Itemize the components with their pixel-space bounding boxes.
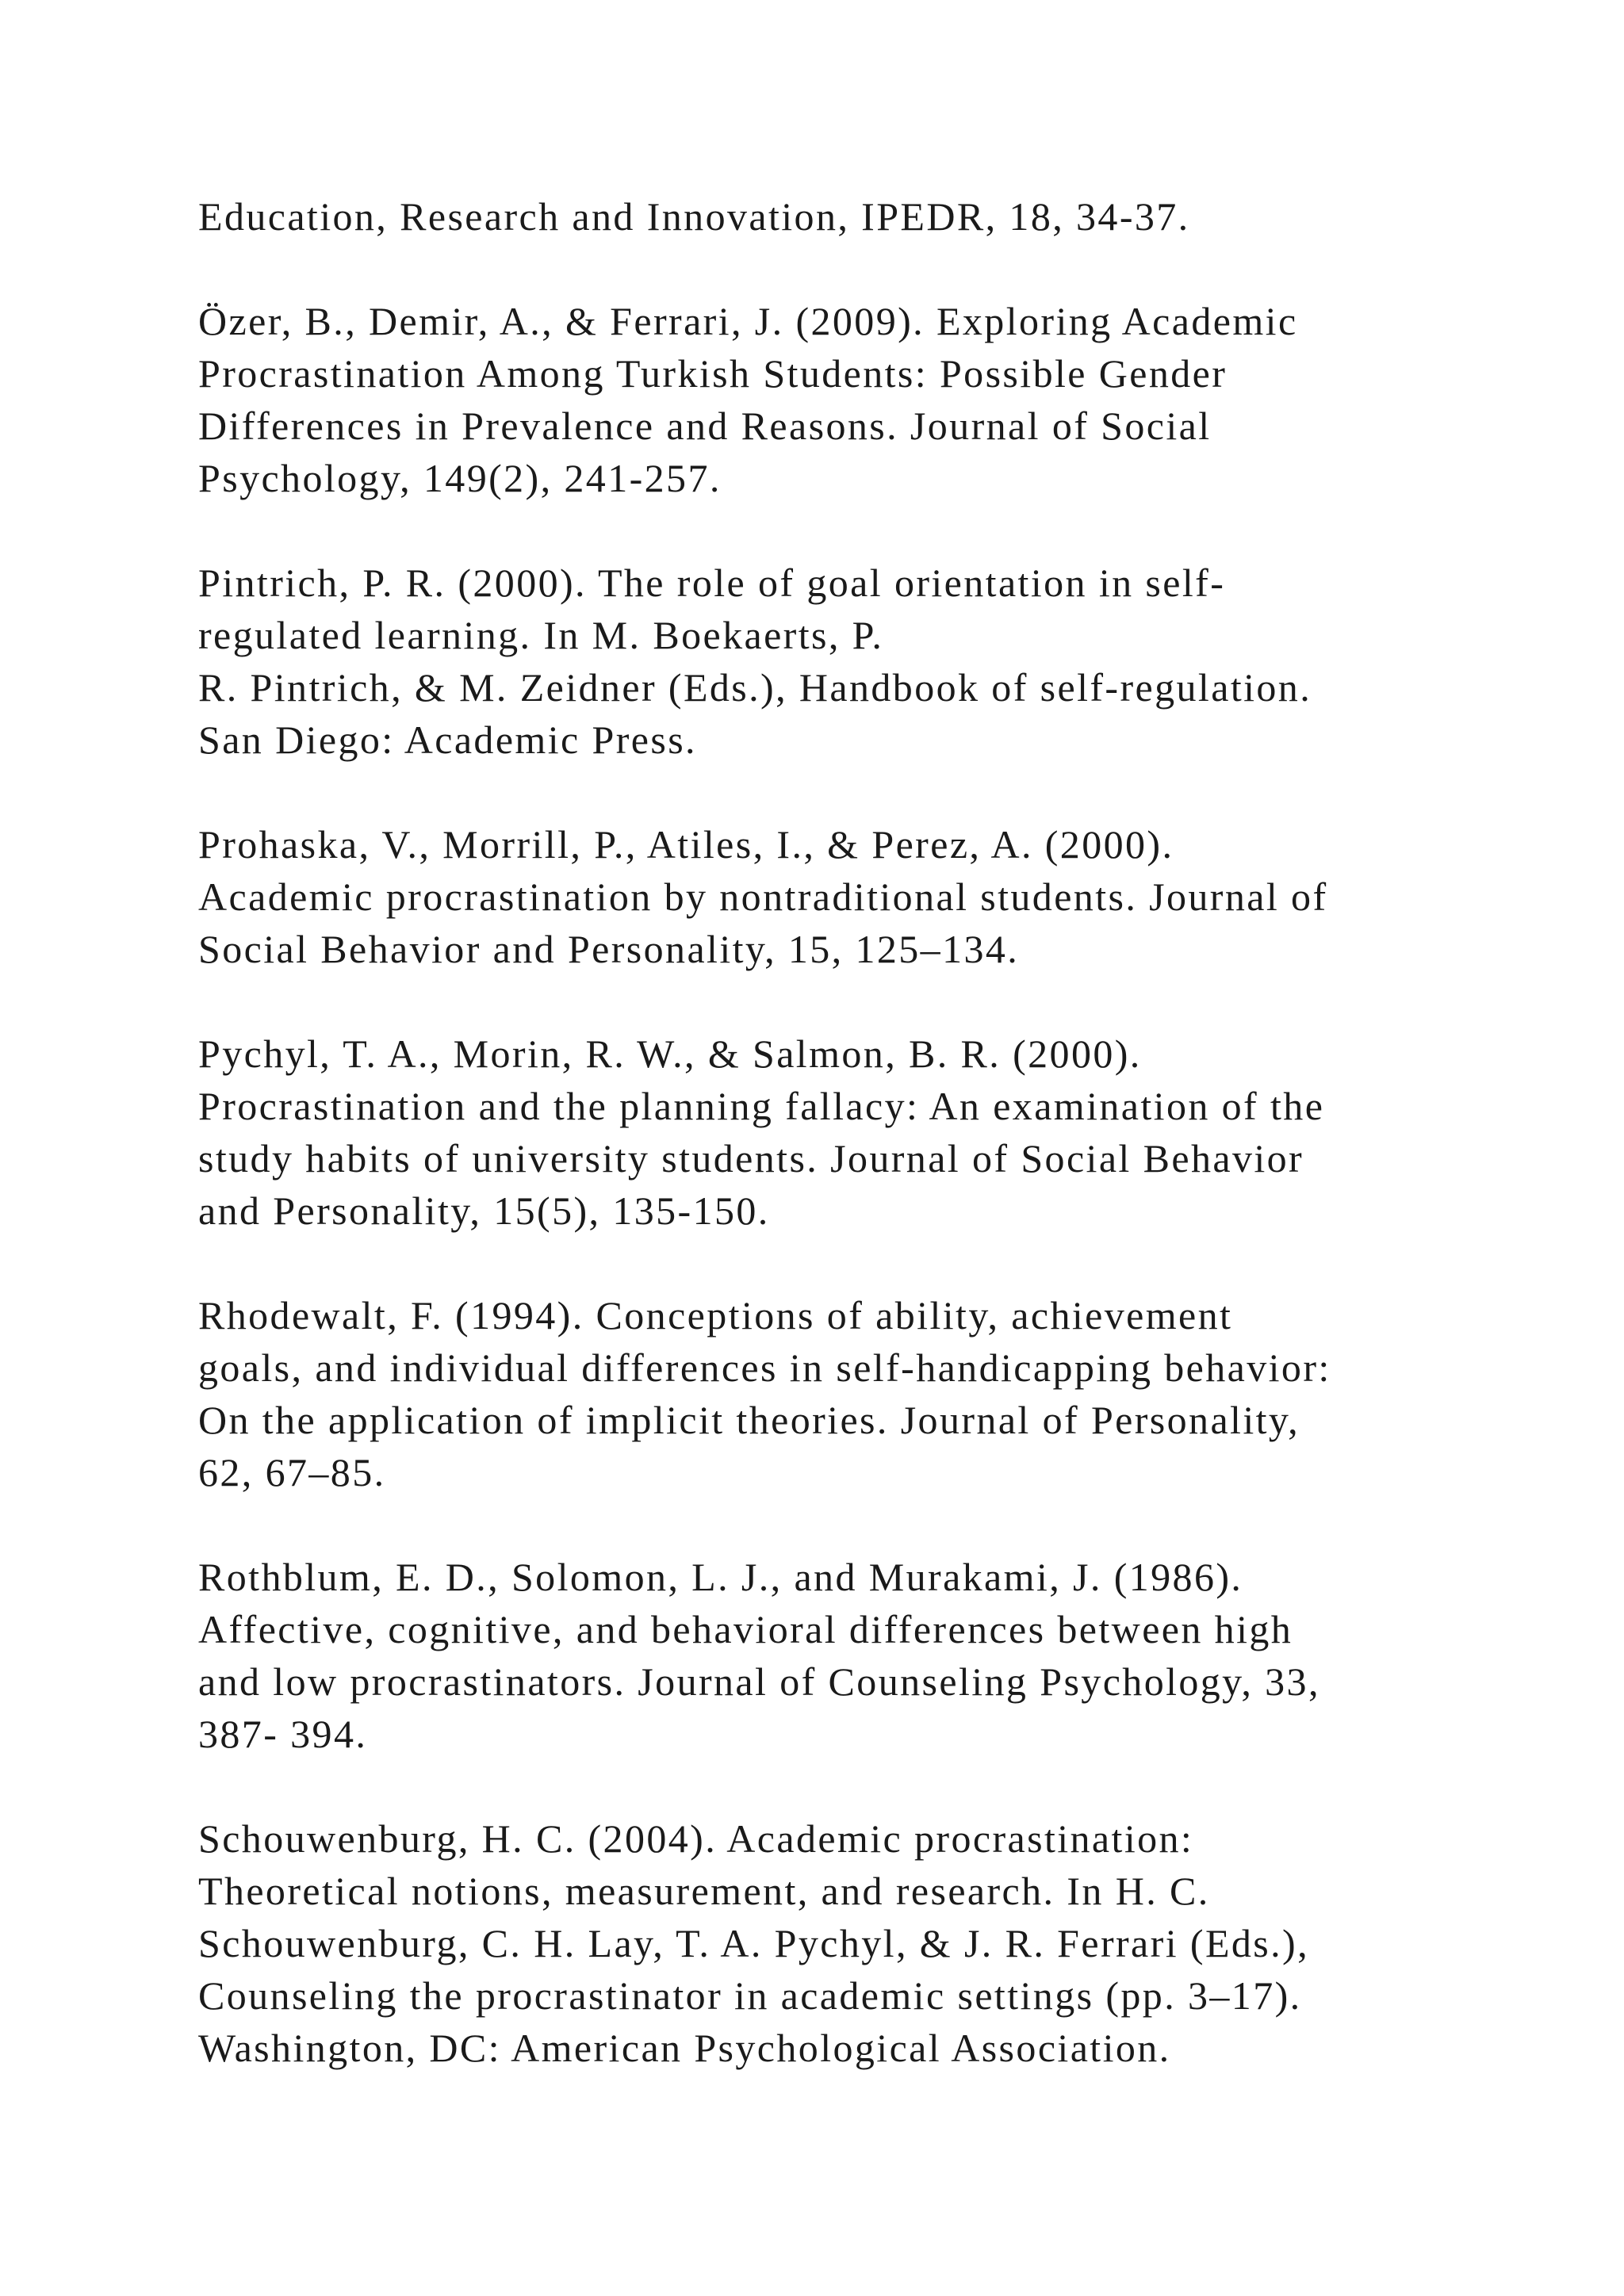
reference-line: goals, and individual differences in self-handicapping behavior: bbox=[198, 1345, 1331, 1390]
reference-line: Prohaska, V., Morrill, P., Atiles, I., & Perez, A. (2000). bbox=[198, 822, 1174, 867]
reference-line: 387- 394. bbox=[198, 1712, 368, 1756]
reference-line: Özer, B., Demir, A., & Ferrari, J. (2009). Exploring Academic bbox=[198, 299, 1298, 343]
reference-line: Academic procrastination by nontraditional students. Journal of bbox=[198, 874, 1328, 919]
reference-entry-ozer bbox=[198, 295, 1546, 504]
reference-entry-rhodewalt bbox=[198, 1289, 1546, 1498]
reference-entry-rothblum bbox=[198, 1551, 1546, 1760]
reference-line: R. Pintrich, & M. Zeidner (Eds.), Handbook of self-regulation. bbox=[198, 665, 1312, 710]
reference-line: study habits of university students. Journal of Social Behavior bbox=[198, 1136, 1304, 1181]
reference-line: Rhodewalt, F. (1994). Conceptions of ability, achievement bbox=[198, 1293, 1233, 1337]
reference-line: San Diego: Academic Press. bbox=[198, 718, 697, 762]
reference-line: On the application of implicit theories. Journal of Personality, bbox=[198, 1398, 1300, 1442]
reference-entry-pintrich bbox=[198, 557, 1546, 766]
reference-line: 62, 67–85. bbox=[198, 1450, 386, 1494]
reference-line: and Personality, 15(5), 135-150. bbox=[198, 1188, 770, 1233]
reference-entry-ipedr bbox=[198, 190, 1546, 243]
reference-line: regulated learning. In M. Boekaerts, P. bbox=[198, 613, 884, 657]
reference-line: Psychology, 149(2), 241-257. bbox=[198, 456, 722, 500]
reference-line: Procrastination and the planning fallacy: An examination of the bbox=[198, 1084, 1325, 1128]
reference-line: Procrastination Among Turkish Students: Possible Gender bbox=[198, 351, 1228, 396]
reference-line: Rothblum, E. D., Solomon, L. J., and Murakami, J. (1986). bbox=[198, 1555, 1243, 1599]
reference-line: Theoretical notions, measurement, and research. In H. C. bbox=[198, 1869, 1210, 1913]
reference-line: Pintrich, P. R. (2000). The role of goal orientation in self- bbox=[198, 561, 1226, 605]
reference-line: Social Behavior and Personality, 15, 125–134. bbox=[198, 927, 1020, 971]
reference-line: and low procrastinators. Journal of Counseling Psychology, 33, bbox=[198, 1659, 1320, 1704]
reference-line: Counseling the procrastinator in academic settings (pp. 3–17). bbox=[198, 1973, 1302, 2018]
reference-entry-schouwenburg bbox=[198, 1812, 1546, 2074]
reference-line: Education, Research and Innovation, IPEDR, 18, 34-37. bbox=[198, 194, 1190, 239]
reference-entry-pychyl bbox=[198, 1027, 1546, 1237]
document-page bbox=[198, 190, 1546, 2126]
reference-line: Pychyl, T. A., Morin, R. W., & Salmon, B. R. (2000). bbox=[198, 1031, 1142, 1076]
reference-line: Schouwenburg, C. H. Lay, T. A. Pychyl, & J. R. Ferrari (Eds.), bbox=[198, 1921, 1309, 1965]
reference-line: Differences in Prevalence and Reasons. Journal of Social bbox=[198, 404, 1212, 448]
reference-line: Affective, cognitive, and behavioral differences between high bbox=[198, 1607, 1293, 1651]
reference-line: Washington, DC: American Psychological Association. bbox=[198, 2026, 1171, 2070]
reference-entry-prohaska bbox=[198, 818, 1546, 975]
reference-line: Schouwenburg, H. C. (2004). Academic procrastination: bbox=[198, 1816, 1194, 1861]
